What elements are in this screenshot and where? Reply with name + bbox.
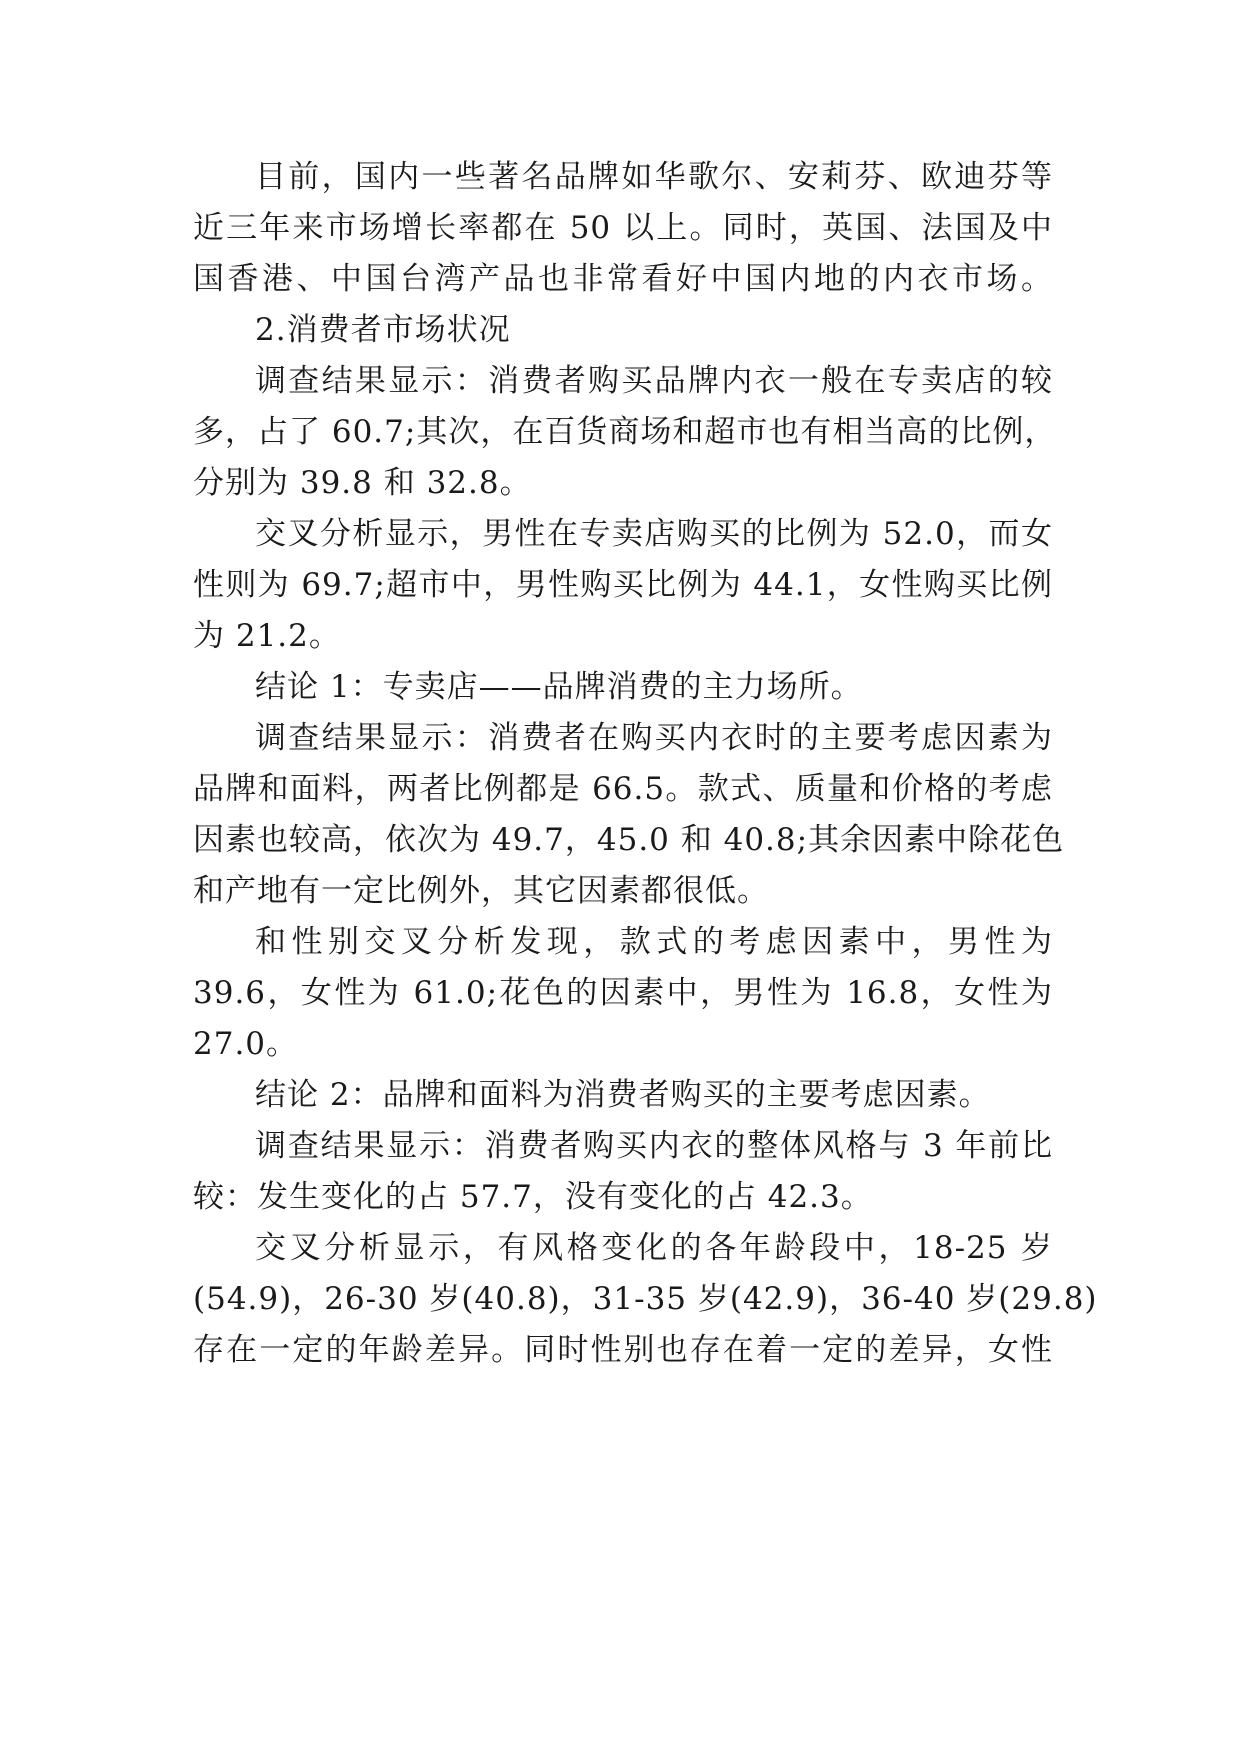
conclusion-line: 结论 1：专卖店——品牌消费的主力场所。: [255, 669, 863, 705]
paragraph-line: 和性别交叉分析发现，款式的考虑因素中，男性为: [255, 924, 1053, 960]
conclusion-line: 结论 2：品牌和面料为消费者购买的主要考虑因素。: [255, 1077, 991, 1113]
paragraph-line: 存在一定的年龄差异。同时性别也存在着一定的差异，女性: [193, 1332, 1053, 1368]
paragraph-line: 为 21.2。: [193, 618, 341, 654]
paragraph-line: 调查结果显示：消费者在购买内衣时的主要考虑因素为: [255, 720, 1053, 756]
paragraph-line: 27.0。: [193, 1026, 299, 1062]
paragraph-line: 多，占了 60.7;其次，在百货商场和超市也有相当高的比例，: [193, 414, 1057, 450]
paragraph-line: (54.9)，26-30 岁(40.8)，31-35 岁(42.9)，36-40 岁(29.8): [193, 1281, 1098, 1317]
paragraph-line: 国香港、中国台湾产品也非常看好中国内地的内衣市场。: [193, 261, 1053, 297]
paragraph-line: 调查结果显示：消费者购买品牌内衣一般在专卖店的较: [255, 363, 1053, 399]
paragraph-line: 分别为 39.8 和 32.8。: [193, 465, 532, 501]
paragraph-line: 较：发生变化的占 57.7，没有变化的占 42.3。: [193, 1179, 873, 1215]
section-heading: 2.消费者市场状况: [255, 312, 511, 348]
paragraph-line: 因素也较高，依次为 49.7，45.0 和 40.8;其余因素中除花色: [193, 822, 1065, 858]
paragraph-line: 近三年来市场增长率都在 50 以上。同时，英国、法国及中: [193, 210, 1053, 246]
paragraph-line: 目前，国内一些著名品牌如华歌尔、安莉芬、欧迪芬等: [255, 159, 1053, 195]
paragraph-line: 和产地有一定比例外，其它因素都很低。: [193, 873, 769, 909]
paragraph-line: 交叉分析显示，有风格变化的各年龄段中，18-25 岁: [255, 1230, 1053, 1266]
paragraph-line: 性则为 69.7;超市中，男性购买比例为 44.1，女性购买比例: [193, 567, 1053, 603]
paragraph-line: 39.6，女性为 61.0;花色的因素中，男性为 16.8，女性为: [193, 975, 1053, 1011]
paragraph-line: 品牌和面料，两者比例都是 66.5。款式、质量和价格的考虑: [193, 771, 1053, 807]
paragraph-line: 交叉分析显示，男性在专卖店购买的比例为 52.0，而女: [255, 516, 1053, 552]
paragraph-line: 调查结果显示：消费者购买内衣的整体风格与 3 年前比: [255, 1128, 1053, 1164]
